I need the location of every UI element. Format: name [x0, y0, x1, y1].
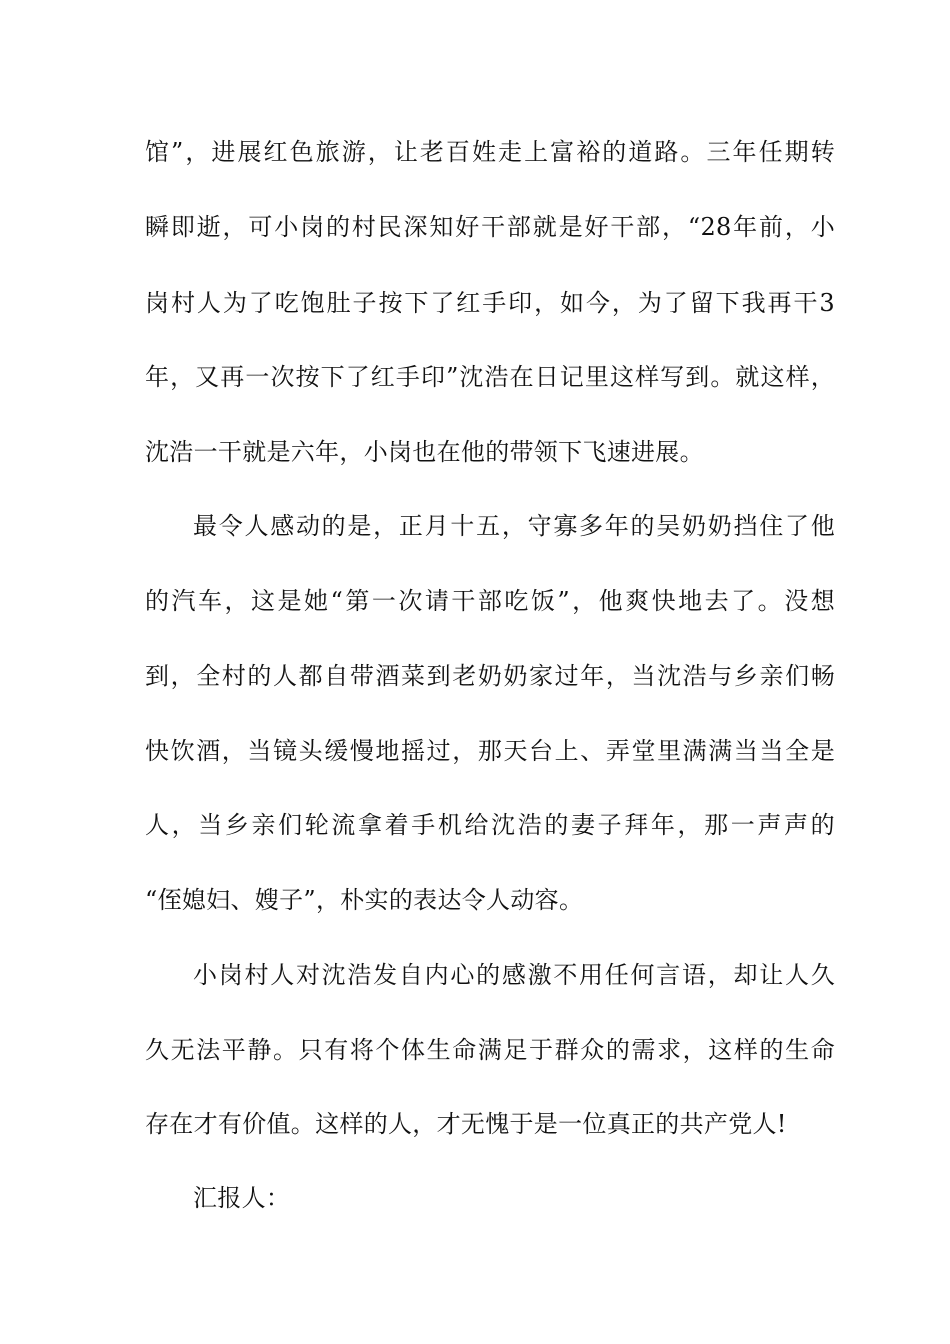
text-line: 的汽车，这是她“第一次请干部吃饭”，他爽快地去了。没想: [145, 587, 835, 615]
text-line: 存在才有价值。这样的人，才无愧于是一位真正的共产党人!: [145, 1110, 787, 1138]
text-line: 久无法平静。只有将个体生命满足于群众的需求，这样的生命: [145, 1036, 835, 1064]
reporter-label: 汇报人：: [193, 1184, 291, 1212]
paragraph-first-line: 小岗村人对沈浩发自内心的感激不用任何言语，却让人久: [193, 961, 835, 989]
text-line: 瞬即逝，可小岗的村民深知好干部就是好干部，“28年前，小: [145, 213, 835, 241]
text-line: 岗村人为了吃饱肚子按下了红手印，如今，为了留下我再干3: [145, 289, 835, 317]
text-line: 到，全村的人都自带酒菜到老奶奶家过年，当沈浩与乡亲们畅: [145, 662, 835, 690]
text-line: 年，又再一次按下了红手印”沈浩在日记里这样写到。就这样，: [145, 363, 835, 391]
text-line: 沈浩一干就是六年，小岗也在他的带领下飞速进展。: [145, 438, 704, 466]
text-line: 快饮酒，当镜头缓慢地摇过，那天台上、弄堂里满满当当全是: [145, 737, 835, 765]
text-line: 人，当乡亲们轮流拿着手机给沈浩的妻子拜年，那一声声的: [145, 811, 835, 839]
text-line: 馆”，进展红色旅游，让老百姓走上富裕的道路。三年任期转: [145, 138, 835, 166]
paragraph-first-line: 最令人感动的是，正月十五，守寡多年的吴奶奶挡住了他: [193, 512, 835, 540]
text-line: “侄媳妇、嫂子”，朴实的表达令人动容。: [145, 886, 584, 914]
